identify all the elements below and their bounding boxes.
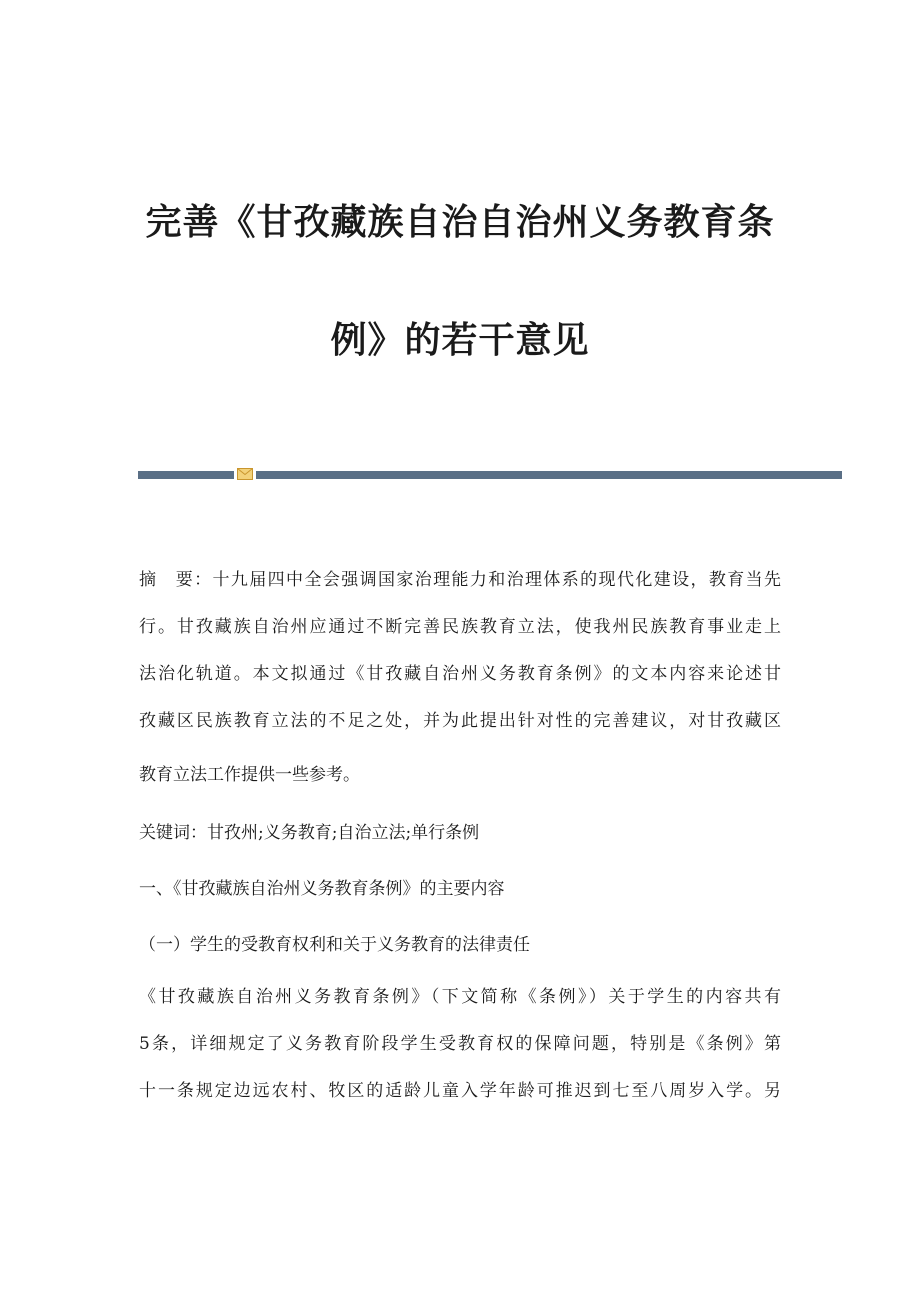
section-heading: 一、《甘孜藏族自治州义务教育条例》的主要内容 [139, 879, 505, 899]
abstract-line: 行。甘孜藏族自治州应通过不断完善民族教育立法，使我州民族教育事业走上 [139, 617, 781, 637]
document-title-line-1: 完善《甘孜藏族自治自治州义务教育条 [145, 201, 775, 243]
abstract-line: 孜藏区民族教育立法的不足之处，并为此提出针对性的完善建议，对甘孜藏区 [139, 711, 781, 731]
title-divider-left [138, 471, 234, 479]
subsection-heading: （一）学生的受教育权利和关于义务教育的法律责任 [139, 935, 530, 955]
title-divider-right [256, 471, 842, 479]
keywords: 关键词：甘孜州;义务教育;自治立法;单行条例 [139, 823, 480, 843]
body-line: 《甘孜藏族自治州义务教育条例》（下文简称《条例》）关于学生的内容共有 [139, 987, 781, 1007]
document-title-line-2: 例》的若干意见 [330, 319, 590, 361]
envelope-icon [236, 466, 254, 482]
abstract-line: 教育立法工作提供一些参考。 [139, 765, 360, 785]
abstract-line: 法治化轨道。本文拟通过《甘孜藏自治州义务教育条例》的文本内容来论述甘 [139, 664, 781, 684]
body-line: 十一条规定边远农村、牧区的适龄儿童入学年龄可推迟到七至八周岁入学。另 [139, 1081, 781, 1101]
body-line: 5条，详细规定了义务教育阶段学生受教育权的保障问题，特别是《条例》第 [139, 1034, 781, 1054]
abstract-line: 摘 要：十九届四中全会强调国家治理能力和治理体系的现代化建设，教育当先 [139, 570, 781, 590]
